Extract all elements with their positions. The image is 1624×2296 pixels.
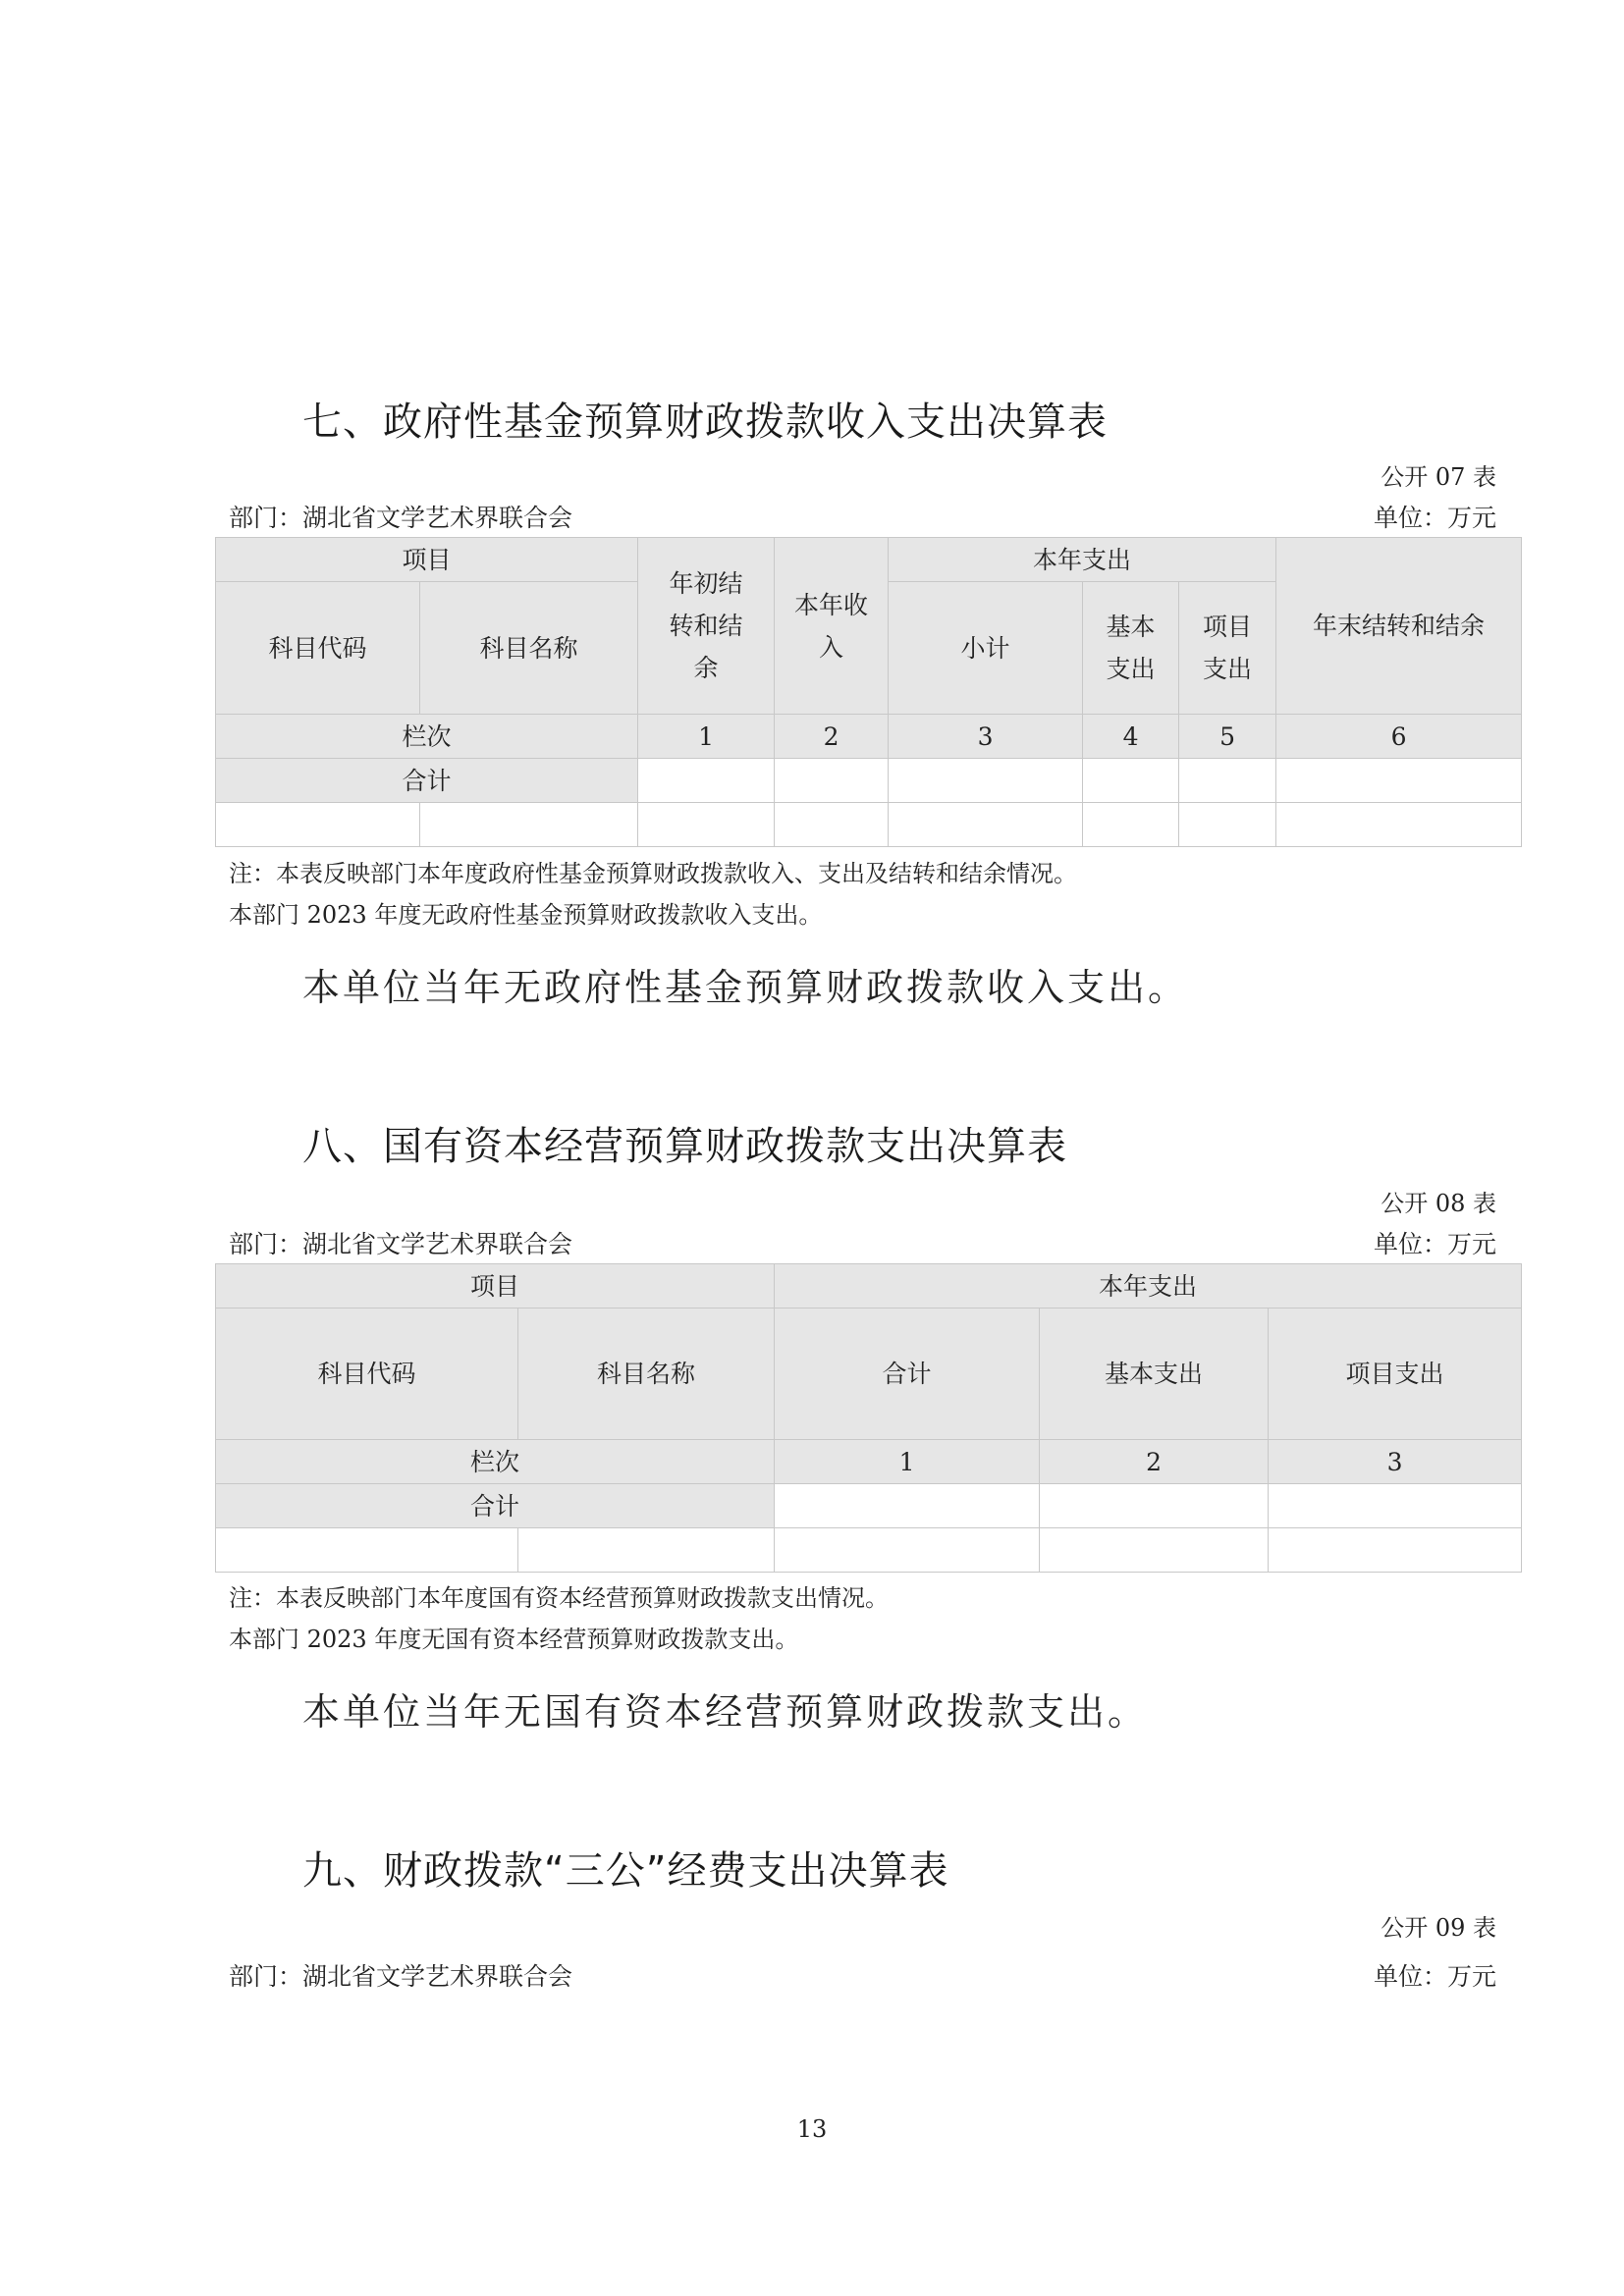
- column-label: 栏次: [216, 715, 638, 759]
- header-project: 项目: [216, 1264, 775, 1308]
- table-cell: [420, 803, 638, 847]
- table-cell: [1276, 803, 1522, 847]
- section-8-unit: 单位：万元: [1373, 1230, 1496, 1258]
- header-subject-name: 科目名称: [420, 582, 638, 715]
- section-9-form-number: 公开 09 表: [1380, 1914, 1496, 1942]
- section-8-note-2: 本部门 2023 年度无国有资本经营预算财政拨款支出。: [229, 1626, 799, 1653]
- header-subject-name: 科目名称: [518, 1308, 775, 1440]
- table-cell: [889, 803, 1083, 847]
- table-cell: [1083, 759, 1179, 803]
- header-current-expense: 本年支出: [889, 538, 1276, 582]
- table-cell: [1179, 803, 1276, 847]
- section-7-statement: 本单位当年无政府性基金预算财政拨款收入支出。: [302, 966, 1189, 1009]
- column-number: 3: [1269, 1440, 1522, 1484]
- table-cell: [775, 1528, 1040, 1573]
- section-9-unit: 单位：万元: [1373, 1962, 1496, 1991]
- table-cell: [638, 803, 775, 847]
- header-current-expense: 本年支出: [775, 1264, 1522, 1308]
- section-7-table: [215, 537, 1522, 847]
- table-cell: [216, 803, 420, 847]
- table-cell: [889, 759, 1083, 803]
- header-total: 合计: [775, 1308, 1040, 1440]
- section-7-department: 部门：湖北省文学艺术界联合会: [229, 504, 573, 532]
- header-basic-expense: 基本支出: [1040, 1308, 1269, 1440]
- section-7-unit: 单位：万元: [1373, 504, 1496, 532]
- header-basic-expense: 基本 支出: [1083, 582, 1179, 715]
- section-8-form-number: 公开 08 表: [1380, 1190, 1496, 1217]
- section-7-note: 注：本表反映部门本年度政府性基金预算财政拨款收入、支出及结转和结余情况。: [229, 860, 1077, 887]
- header-project-expense: 项目支出: [1269, 1308, 1522, 1440]
- table-cell: [216, 1528, 518, 1573]
- column-number: 1: [775, 1440, 1040, 1484]
- header-current-income: 本年收 入: [775, 538, 889, 715]
- column-number: 3: [889, 715, 1083, 759]
- header-opening-balance: 年初结 转和结 余: [638, 538, 775, 715]
- total-row-label: 合计: [216, 1484, 775, 1528]
- total-row-label: 合计: [216, 759, 638, 803]
- table-cell: [1179, 759, 1276, 803]
- table-cell: [1276, 759, 1522, 803]
- table-cell: [1083, 803, 1179, 847]
- section-8-table: [215, 1263, 1522, 1573]
- section-9-title: 九、财政拨款“三公”经费支出决算表: [302, 1848, 949, 1894]
- header-subject-code: 科目代码: [216, 1308, 518, 1440]
- page-number: 13: [796, 2115, 828, 2143]
- table-cell: [1040, 1484, 1269, 1528]
- section-8-statement: 本单位当年无国有资本经营预算财政拨款支出。: [302, 1690, 1149, 1734]
- section-7-title: 七、政府性基金预算财政拨款收入支出决算表: [302, 400, 1108, 445]
- table-cell: [518, 1528, 775, 1573]
- header-subtotal: 小计: [889, 582, 1083, 715]
- table-cell: [775, 1484, 1040, 1528]
- column-number: 4: [1083, 715, 1179, 759]
- section-9-department: 部门：湖北省文学艺术界联合会: [229, 1962, 573, 1991]
- column-number: 1: [638, 715, 775, 759]
- table-cell: [1269, 1528, 1522, 1573]
- section-8-note: 注：本表反映部门本年度国有资本经营预算财政拨款支出情况。: [229, 1584, 889, 1612]
- table-cell: [638, 759, 775, 803]
- column-number: 2: [775, 715, 889, 759]
- table-cell: [1269, 1484, 1522, 1528]
- column-label: 栏次: [216, 1440, 775, 1484]
- header-closing-balance: 年末结转和结余: [1276, 538, 1522, 715]
- section-7-note-2: 本部门 2023 年度无政府性基金预算财政拨款收入支出。: [229, 901, 823, 929]
- section-8-title: 八、国有资本经营预算财政拨款支出决算表: [302, 1124, 1067, 1169]
- column-number: 5: [1179, 715, 1276, 759]
- header-project: 项目: [216, 538, 638, 582]
- table-cell: [775, 803, 889, 847]
- header-subject-code: 科目代码: [216, 582, 420, 715]
- column-number: 2: [1040, 1440, 1269, 1484]
- section-7-form-number: 公开 07 表: [1380, 463, 1496, 491]
- header-project-expense: 项目 支出: [1179, 582, 1276, 715]
- table-cell: [775, 759, 889, 803]
- section-8-department: 部门：湖北省文学艺术界联合会: [229, 1230, 573, 1258]
- table-cell: [1040, 1528, 1269, 1573]
- column-number: 6: [1276, 715, 1522, 759]
